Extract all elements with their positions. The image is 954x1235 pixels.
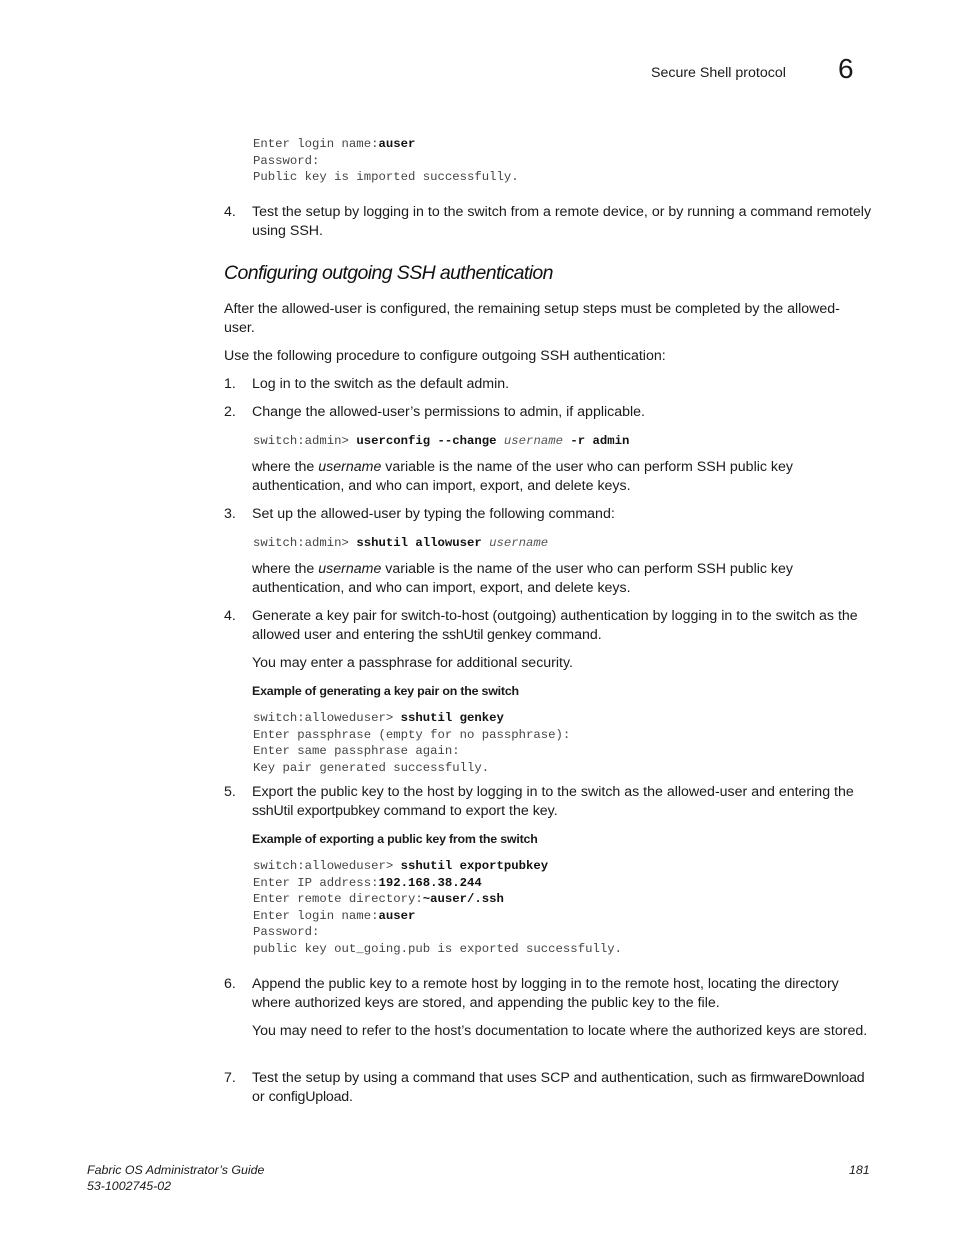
step-number: 2. [224,404,236,420]
step-text: Change the allowed-user’s permissions to admin, if applicable. [252,404,645,420]
code-prompt: switch:admin> [253,434,357,448]
code-command: sshutil genkey [400,711,504,725]
code-variable: username [503,434,563,448]
step-number: 4. [224,608,236,624]
section-heading: Configuring outgoing SSH authentication [224,262,553,284]
footer-guide-title: Fabric OS Administrator’s Guide [87,1163,265,1177]
desc-text: variable is the name of the user who can perform SSH public key authentication, and who can import, export, and delete keys. [252,561,793,596]
code-line: Enter login name: [253,908,379,923]
code-line: Enter login name: [253,137,379,151]
footer-doc-number: 53-1002745-02 [87,1179,172,1193]
desc-variable: username [318,561,382,577]
step-note: You may need to refer to the host’s documentation to locate where the authorized keys are stored. [252,1023,868,1039]
step-number: 4. [224,204,236,220]
step-text-part: command. [531,627,602,643]
code-variable: username [489,536,549,550]
command-name: configUpload [268,1089,349,1105]
command-name: firmwareDownload [750,1070,865,1086]
code-command: sshutil exportpubkey [400,859,549,873]
step-text-part: or [252,1089,269,1105]
running-header-title: Secure Shell protocol [651,65,786,81]
code-value: auser [378,137,416,151]
step-number: 5. [224,784,236,800]
code-line: Enter passphrase (empty for no passphrase): [253,727,571,742]
desc-text: variable is the name of the user who can perform SSH public key authentication, and who can import, export, and delete keys. [252,459,793,494]
step-text: Set up the allowed-user by typing the following command: [252,506,615,522]
code-line: Enter IP address: [253,875,379,890]
code-line: Public key is imported successfully. [253,170,519,185]
step-text-part: Generate a key pair for switch-to-host (outgoing) authentication by logging in to the switch as the allowed user and entering the [252,608,858,643]
chapter-number: 6 [838,53,854,84]
code-option: -r admin [570,434,630,448]
step-description [252,458,872,496]
step-text [252,1069,872,1107]
desc-text: where the [252,459,319,475]
step-text: Log in to the switch as the default admin. [252,376,510,392]
code-value: ~auser/.ssh [422,892,504,907]
command-name: sshUtil genkey [442,627,532,643]
code-line: Enter same passphrase again: [253,744,460,759]
code-command: sshutil allowuser [356,536,482,550]
code-block-import [253,136,519,186]
code-line: Password: [253,153,320,168]
desc-text: where the [252,561,319,577]
step-description [252,560,872,598]
code-value: 192.168.38.244 [378,875,482,890]
intro-paragraph: After the allowed-user is configured, the remaining setup steps must be completed by the allowed-user. [224,301,840,336]
code-value: auser [378,908,416,923]
step-text-part: Test the setup by using a command that uses SCP and authentication, such as [252,1070,751,1086]
step-text [252,783,872,821]
code-line: Password: [253,925,320,940]
step-text [252,607,872,645]
step-text: Append the public key to a remote host by logging in to the remote host, locating the directory where authorized keys are stored, and appending the public key to the file. [252,976,839,1011]
desc-variable: username [318,459,382,475]
code-line: Key pair generated successfully. [253,760,490,775]
step-number: 6. [224,976,236,992]
footer-page-number: 181 [849,1163,870,1177]
code-block-allowuser [253,535,548,552]
code-line: Enter remote directory: [253,892,423,907]
step-number: 1. [224,376,236,392]
code-block-genkey [253,710,570,776]
step-text-part: . [348,1089,353,1105]
code-prompt: switch:admin> [253,536,357,550]
step-note: You may enter a passphrase for additional security. [252,655,573,671]
code-block-userconfig [253,433,629,450]
example-caption: Example of exporting a public key from the switch [252,832,538,846]
step-text-part: Export the public key to the host by logging in to the switch as the allowed-user and entering the [252,784,854,800]
intro-paragraph: Use the following procedure to configure outgoing SSH authentication: [224,348,666,364]
example-caption: Example of generating a key pair on the switch [252,684,519,698]
step-number: 7. [224,1070,236,1086]
code-command: userconfig --change [356,434,497,448]
step-text-part: command to export the key. [379,803,558,819]
code-prompt: switch:alloweduser> [253,711,401,725]
command-name: sshUtil exportpubkey [252,803,380,819]
code-line: public key out_going.pub is exported successfully. [253,941,622,956]
step-number: 3. [224,506,236,522]
code-block-exportpubkey [253,858,622,958]
step-text: Test the setup by logging in to the switch from a remote device, or by running a command remotely using SSH. [252,204,872,239]
code-prompt: switch:alloweduser> [253,859,401,873]
